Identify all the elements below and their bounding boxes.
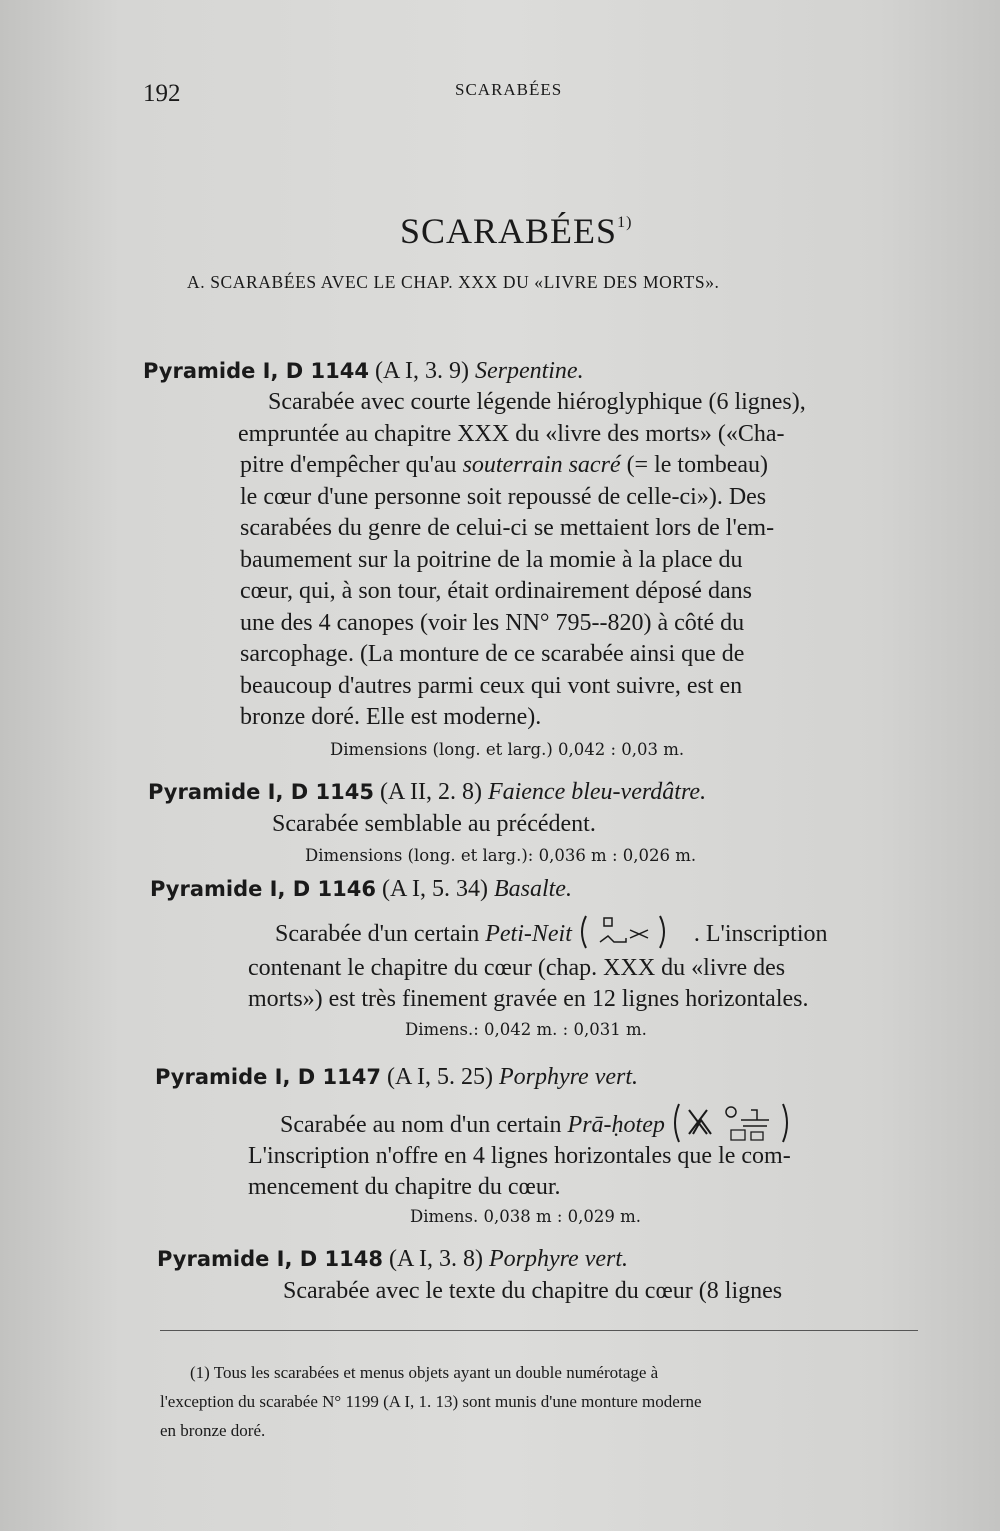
body-line: morts») est très finement gravée en 12 lignes horizontales. [248,986,809,1012]
body-text: Scarabée au nom d'un certain [280,1112,562,1139]
entry-material: Porphyre vert. [488,1246,629,1272]
section-subtitle: A. SCARABÉES AVEC LE CHAP. XXX DU «LIVRE DES MORTS». [187,272,720,292]
body-line: une des 4 canopes (voir les NN° 795--820) à côté du [240,610,745,636]
body-line: baumement sur la poitrine de la momie à la place du [240,547,743,573]
body-line: bronze doré. Elle est moderne). [240,704,542,730]
body-italic: souterrain sacré [462,452,621,478]
body-line: L'inscription n'offre en 4 lignes horizontales que le com- [248,1143,791,1169]
body-text: pitre d'empêcher qu'au [240,452,457,478]
entry-material: Serpentine. [474,358,584,384]
entry-material: Porphyre vert. [498,1064,639,1090]
body-line: cœur, qui, à son tour, était ordinairement déposé dans [240,578,752,604]
body-line: Scarabée avec courte légende hiéroglyphique (6 lignes), [268,389,806,415]
body-italic: Peti-Neit [485,921,572,948]
body-line: mencement du chapitre du cœur. [248,1174,561,1200]
entry-material: Basalte. [493,876,572,902]
entry-ref: (A I, 5. 34) [381,876,488,902]
entry-id: Pyramide I, D 1147 [155,1065,381,1089]
footnote-line: l'exception du scarabée N° 1199 (A I, 1. 13) sont munis d'une monture moderne [160,1392,702,1411]
dimensions: Dimensions (long. et larg.): 0,036 m : 0,026 m. [305,846,697,865]
dimensions: Dimens. 0,038 m : 0,029 m. [410,1207,642,1226]
footnote-line [190,1358,658,1387]
body-line: beaucoup d'autres parmi ceux qui vont suivre, est en [240,673,743,699]
running-head: SCARABÉES [455,80,563,99]
entry-ref: (A I, 3. 9) [374,358,469,384]
body-line: scarabées du genre de celui-ci se mettaient lors de l'em- [240,515,775,541]
body-line: contenant le chapitre du cœur (chap. XXX du «livre des [248,955,786,981]
footnote-mark: (1) [190,1363,210,1382]
section-title-text: SCARABÉES [400,211,618,251]
hieroglyph-cartouche-icon [578,912,688,959]
footnote-reference: 1) [617,214,633,231]
entry-heading [148,779,706,806]
entry-ref: (A I, 5. 25) [386,1064,493,1090]
body-line: sarcophage. (La monture de ce scarabée ainsi que de [240,641,745,667]
footnote-rule [160,1330,918,1331]
entry-heading [143,358,584,385]
body-line: empruntée au chapitre XXX du «livre des morts» («Cha- [238,421,785,447]
dimensions: Dimens.: 0,042 m. : 0,031 m. [405,1020,647,1039]
entry-heading [150,876,572,903]
body-line: Scarabée semblable au précédent. [272,811,596,837]
body-text: Scarabée d'un certain [275,921,480,948]
entry-id: Pyramide I, D 1144 [143,359,369,383]
entry-id: Pyramide I, D 1148 [157,1247,383,1271]
entry-id: Pyramide I, D 1145 [148,780,374,804]
section-title [400,210,632,252]
entry-heading [157,1246,628,1273]
entry-ref: (A II, 2. 8) [379,779,482,805]
body-line [240,452,768,479]
body-line: le cœur d'une personne soit repoussé de celle-ci»). Des [240,484,767,510]
entry-material: Faience bleu-verdâtre. [487,779,707,805]
entry-id: Pyramide I, D 1146 [150,877,376,901]
entry-ref: (A I, 3. 8) [388,1246,483,1272]
body-italic: Prā-ḥotep [567,1112,665,1139]
body-line: Scarabée avec le texte du chapitre du cœur (8 lignes [283,1278,783,1304]
body-text: (= le tombeau) [626,452,769,478]
page-number: 192 [143,80,181,107]
entry-heading [155,1064,638,1091]
body-text: . L'inscription [693,921,828,948]
body-line [275,912,828,959]
footnote-text: Tous les scarabées et menus objets ayant un double numérotage à [213,1363,659,1382]
dimensions: Dimensions (long. et larg.) 0,042 : 0,03 m. [330,740,685,759]
footnote-line: en bronze doré. [160,1421,266,1440]
